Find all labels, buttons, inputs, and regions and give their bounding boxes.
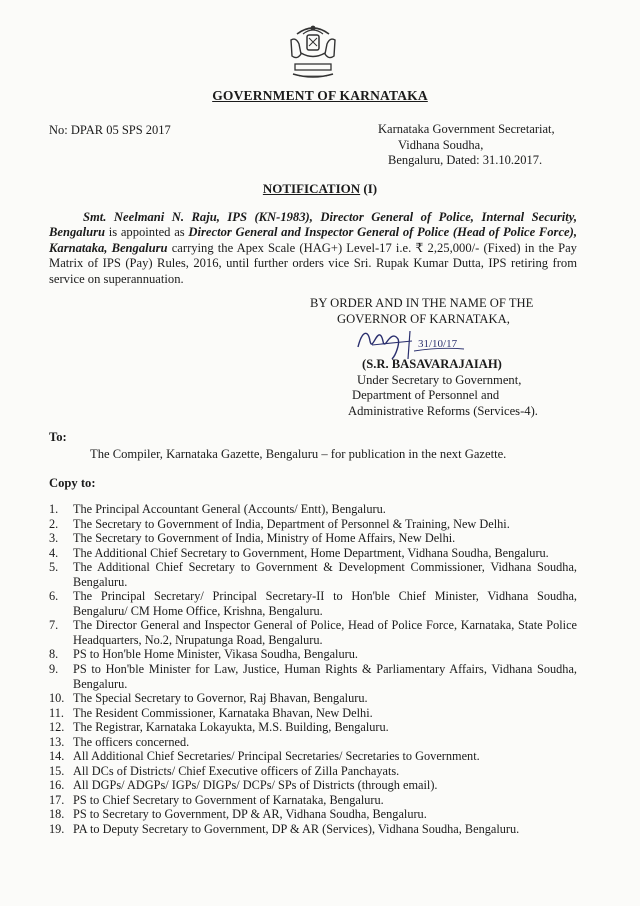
signature-date: 31/10/17 (418, 338, 458, 350)
handwritten-signature (352, 325, 472, 361)
list-item-text: PS to Chief Secretary to Government of Karnataka, Bengaluru. (73, 792, 384, 807)
list-item-text: PA to Deputy Secretary to Government, DP & AR (Services), Vidhana Soudha, Bengaluru. (73, 822, 520, 837)
notification-heading (0, 181, 640, 197)
officer-details: Smt. Neelmani N. Raju, IPS (KN-1983), Director General of Police, Internal Security, Bengaluru (49, 210, 577, 240)
address-line: Karnataka Government Secretariat, (378, 122, 555, 136)
copy-to-list (49, 502, 577, 837)
government-title: GOVERNMENT OF KARNATAKA (212, 88, 428, 103)
list-item-text: PS to Secretary to Government, DP & AR, Vidhana Soudha, Bengaluru. (73, 807, 427, 822)
list-item-number: 19. (49, 822, 65, 837)
list-item-number: 8. (49, 647, 59, 662)
list-item-text: The officers concerned. (73, 734, 190, 749)
signatory-designation: Under Secretary to Government, (357, 372, 522, 387)
list-item (49, 735, 577, 750)
list-item (49, 517, 577, 532)
list-item (49, 531, 577, 546)
list-item-text: The Director General and Inspector General of Police, Head of Police Force, Karnataka, State Police Headquarters, No.2, Nrupatunga Road, Bengaluru. (73, 618, 577, 647)
list-item-number: 14. (49, 749, 65, 764)
list-item-number: 5. (49, 560, 59, 575)
list-item (49, 793, 577, 808)
list-item (49, 618, 577, 647)
state-emblem-icon (287, 20, 339, 82)
list-item-number: 4. (49, 545, 59, 560)
list-item-text: The Principal Secretary/ Principal Secretary-II to Hon'ble Chief Minister, Vidhana Soudha, Bengaluru/ CM Home Office, Krishna, Bengaluru. (73, 589, 577, 618)
list-item (49, 502, 577, 517)
order-authority (310, 296, 533, 327)
to-recipient: The Compiler, Karnataka Gazette, Bengaluru – for publication in the next Gazette. (90, 447, 507, 461)
list-item-text: The Additional Chief Secretary to Government, Home Department, Vidhana Soudha, Bengaluru. (73, 545, 549, 560)
issuing-office-address (378, 122, 555, 169)
list-item-text: The Resident Commissioner, Karnataka Bhavan, New Delhi. (73, 705, 373, 720)
body-terms: carrying the Apex Scale (HAG+) Level-17 i.e. ₹ 2,25,000/- (Fixed) in the Pay Matrix of IPS (Pay) Rules, 2016, until further orders vice Sri. Rupak Kumar Dutta, IPS retiring from service on superannuation. (49, 240, 577, 286)
order-line: GOVERNOR OF KARNATAKA, (337, 311, 510, 326)
list-item-text: All DCs of Districts/ Chief Executive officers of Zilla Panchayats. (73, 763, 400, 778)
list-item-number: 16. (49, 778, 65, 793)
list-item-text: The Additional Chief Secretary to Government & Development Commissioner, Vidhana Soudha, Bengaluru. (73, 560, 577, 589)
signatory-name: (S.R. BASAVARAJAIAH) (362, 357, 502, 371)
list-item-number: 6. (49, 589, 59, 604)
list-item-text: The Registrar, Karnataka Lokayukta, M.S. Building, Bengaluru. (73, 720, 389, 735)
list-item-text: All Additional Chief Secretaries/ Principal Secretaries/ Secretaries to Government. (73, 749, 480, 764)
list-item-text: The Special Secretary to Governor, Raj Bhavan, Bengaluru. (73, 691, 368, 706)
list-item-text: The Principal Accountant General (Accounts/ Entt), Bengaluru. (73, 502, 386, 516)
list-item-number: 11. (49, 705, 64, 720)
list-item (49, 822, 577, 837)
list-item-number: 17. (49, 792, 65, 807)
reference-number: No: DPAR 05 SPS 2017 (49, 123, 171, 137)
list-item-number: 7. (49, 618, 59, 633)
list-item (49, 546, 577, 561)
notification-title: NOTIFICATION (262, 181, 361, 196)
list-item-number: 12. (49, 720, 65, 735)
notification-number: (I) (363, 181, 378, 196)
list-item-text: The Secretary to Government of India, Ministry of Home Affairs, New Delhi. (73, 531, 456, 546)
list-item-text: PS to Hon'ble Minister for Law, Justice, Human Rights & Parliamentary Affairs, Vidhana Soudha, Bengaluru. (73, 662, 577, 691)
list-item-number: 13. (49, 734, 65, 749)
list-item (49, 691, 577, 706)
signatory-designation: Department of Personnel and (352, 388, 500, 402)
address-line: Vidhana Soudha, (398, 137, 484, 152)
list-item (49, 589, 577, 618)
list-item (49, 778, 577, 793)
list-item-number: 1. (49, 502, 59, 516)
list-item-number: 15. (49, 763, 65, 778)
list-item-text: The Secretary to Government of India, Department of Personnel & Training, New Delhi. (73, 516, 510, 531)
address-line: Bengaluru, Dated: 31.10.2017. (388, 153, 543, 167)
notification-body (49, 210, 577, 287)
copy-to-label: Copy to: (49, 476, 96, 490)
list-item-number: 10. (49, 691, 65, 706)
list-item (49, 807, 577, 822)
list-item-text: All DGPs/ ADGPs/ IGPs/ DIGPs/ DCPs/ SPs of Districts (through email). (73, 778, 438, 793)
to-label: To: (49, 430, 67, 444)
signatory-designation: Administrative Reforms (Services-4). (348, 403, 538, 418)
appointed-post: Director General and Inspector General of Police (Head of Police Force), Karnataka, Bengaluru (49, 225, 577, 255)
list-item (49, 749, 577, 764)
list-item (49, 764, 577, 779)
list-item-number: 18. (49, 807, 65, 822)
list-item (49, 647, 577, 662)
list-item-number: 2. (49, 516, 59, 531)
body-connector: is appointed as (105, 225, 189, 240)
order-line: BY ORDER AND IN THE NAME OF THE (310, 296, 534, 310)
list-item-number: 3. (49, 531, 59, 546)
list-item-text: PS to Hon'ble Home Minister, Vikasa Soudha, Bengaluru. (73, 647, 358, 662)
list-item-number: 9. (49, 662, 59, 677)
list-item (49, 720, 577, 735)
list-item (49, 662, 577, 691)
list-item (49, 560, 577, 589)
list-item (49, 706, 577, 721)
signatory-block (348, 357, 538, 419)
